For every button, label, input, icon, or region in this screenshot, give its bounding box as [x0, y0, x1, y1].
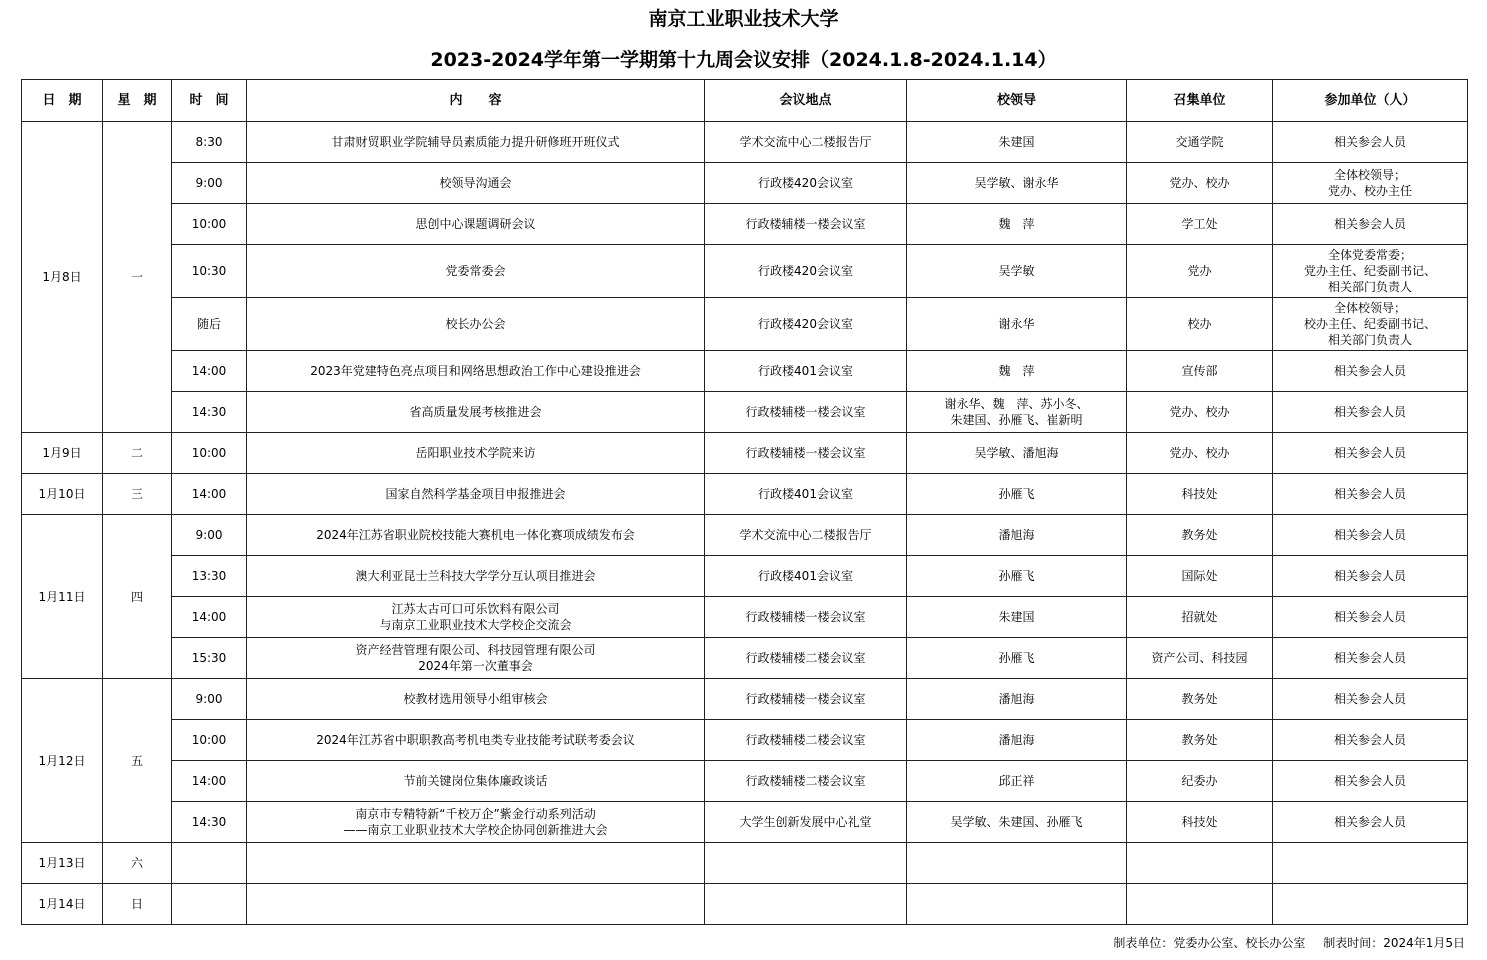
- header-participants: 参加单位（人）: [1273, 80, 1468, 122]
- leader-cell: 朱建国: [907, 597, 1127, 638]
- time-cell: 10:00: [172, 204, 247, 245]
- time-cell: 14:30: [172, 392, 247, 433]
- weekday-cell: 二: [103, 433, 172, 474]
- convener-cell: 招就处: [1127, 597, 1273, 638]
- participants-cell: [1273, 843, 1468, 884]
- date-cell: 1月13日: [22, 843, 103, 884]
- weekday-cell: 四: [103, 515, 172, 679]
- participants-cell: 相关参会人员: [1273, 474, 1468, 515]
- weekday-cell: 日: [103, 884, 172, 925]
- venue-cell: 行政楼辅楼二楼会议室: [705, 638, 907, 679]
- date-cell: 1月9日: [22, 433, 103, 474]
- table-row: [22, 298, 1468, 351]
- content-cell: 国家自然科学基金项目申报推进会: [247, 474, 705, 515]
- leader-cell: 魏 萍: [907, 204, 1127, 245]
- venue-cell: 行政楼420会议室: [705, 163, 907, 204]
- leader-cell: 吴学敏、谢永华: [907, 163, 1127, 204]
- leader-cell: [907, 884, 1127, 925]
- time-cell: 9:00: [172, 163, 247, 204]
- header-row: [22, 80, 1468, 122]
- venue-cell: 行政楼辅楼二楼会议室: [705, 720, 907, 761]
- convener-cell: 科技处: [1127, 474, 1273, 515]
- participants-cell: 相关参会人员: [1273, 761, 1468, 802]
- convener-cell: 教务处: [1127, 515, 1273, 556]
- leader-cell: 吴学敏、朱建国、孙雁飞: [907, 802, 1127, 843]
- venue-cell: 行政楼辅楼一楼会议室: [705, 433, 907, 474]
- leader-cell: 谢永华: [907, 298, 1127, 351]
- time-cell: 9:00: [172, 679, 247, 720]
- venue-cell: 行政楼401会议室: [705, 351, 907, 392]
- table-row: [22, 843, 1468, 884]
- convener-cell: 宣传部: [1127, 351, 1273, 392]
- weekday-cell: 三: [103, 474, 172, 515]
- weekday-cell: 五: [103, 679, 172, 843]
- table-row: [22, 515, 1468, 556]
- convener-cell: 党办、校办: [1127, 392, 1273, 433]
- schedule-body: [22, 122, 1468, 925]
- date-cell: 1月11日: [22, 515, 103, 679]
- leader-cell: 吴学敏、潘旭海: [907, 433, 1127, 474]
- convener-cell: 国际处: [1127, 556, 1273, 597]
- footer-maker: 制表单位：党委办公室、校长办公室: [1113, 936, 1306, 950]
- content-cell: [247, 843, 705, 884]
- participants-cell: 相关参会人员: [1273, 204, 1468, 245]
- venue-cell: 行政楼420会议室: [705, 298, 907, 351]
- table-row: [22, 720, 1468, 761]
- table-row: [22, 638, 1468, 679]
- time-cell: [172, 884, 247, 925]
- content-cell: 岳阳职业技术学院来访: [247, 433, 705, 474]
- date-cell: 1月12日: [22, 679, 103, 843]
- table-row: [22, 122, 1468, 163]
- leader-cell: 谢永华、魏 萍、苏小冬、 朱建国、孙雁飞、崔新明: [907, 392, 1127, 433]
- table-row: [22, 204, 1468, 245]
- participants-cell: 相关参会人员: [1273, 679, 1468, 720]
- table-row: [22, 556, 1468, 597]
- leader-cell: 孙雁飞: [907, 556, 1127, 597]
- content-cell: 江苏太古可口可乐饮料有限公司 与南京工业职业技术大学校企交流会: [247, 597, 705, 638]
- table-row: [22, 433, 1468, 474]
- content-cell: 资产经营管理有限公司、科技园管理有限公司 2024年第一次董事会: [247, 638, 705, 679]
- table-row: [22, 761, 1468, 802]
- time-cell: 14:00: [172, 597, 247, 638]
- footer: [1099, 935, 1465, 951]
- table-row: [22, 884, 1468, 925]
- content-cell: [247, 884, 705, 925]
- leader-cell: 朱建国: [907, 122, 1127, 163]
- leader-cell: [907, 843, 1127, 884]
- header-content: 内 容: [247, 80, 705, 122]
- convener-cell: [1127, 843, 1273, 884]
- leader-cell: 潘旭海: [907, 515, 1127, 556]
- time-cell: 14:00: [172, 351, 247, 392]
- date-cell: 1月14日: [22, 884, 103, 925]
- participants-cell: 相关参会人员: [1273, 597, 1468, 638]
- time-cell: 9:00: [172, 515, 247, 556]
- participants-cell: 相关参会人员: [1273, 351, 1468, 392]
- convener-cell: 党办、校办: [1127, 163, 1273, 204]
- content-cell: 节前关键岗位集体廉政谈话: [247, 761, 705, 802]
- header-venue: 会议地点: [705, 80, 907, 122]
- participants-cell: 相关参会人员: [1273, 122, 1468, 163]
- time-cell: 13:30: [172, 556, 247, 597]
- time-cell: 10:00: [172, 433, 247, 474]
- venue-cell: 行政楼辅楼一楼会议室: [705, 392, 907, 433]
- header-date: 日 期: [22, 80, 103, 122]
- convener-cell: 学工处: [1127, 204, 1273, 245]
- date-cell: 1月8日: [22, 122, 103, 433]
- leader-cell: 潘旭海: [907, 720, 1127, 761]
- venue-cell: 行政楼401会议室: [705, 474, 907, 515]
- venue-cell: 学术交流中心二楼报告厅: [705, 122, 907, 163]
- time-cell: 14:00: [172, 761, 247, 802]
- venue-cell: 行政楼420会议室: [705, 245, 907, 298]
- table-row: [22, 597, 1468, 638]
- leader-cell: 魏 萍: [907, 351, 1127, 392]
- venue-cell: [705, 843, 907, 884]
- content-cell: 2024年江苏省中职职教高考机电类专业技能考试联考委会议: [247, 720, 705, 761]
- convener-cell: 党办、校办: [1127, 433, 1273, 474]
- content-cell: 甘肃财贸职业学院辅导员素质能力提升研修班开班仪式: [247, 122, 705, 163]
- venue-cell: [705, 884, 907, 925]
- footer-date: 制表时间：2024年1月5日: [1323, 936, 1465, 950]
- time-cell: 15:30: [172, 638, 247, 679]
- content-cell: 校领导沟通会: [247, 163, 705, 204]
- leader-cell: 潘旭海: [907, 679, 1127, 720]
- content-cell: 2024年江苏省职业院校技能大赛机电一体化赛项成绩发布会: [247, 515, 705, 556]
- time-cell: 10:30: [172, 245, 247, 298]
- venue-cell: 行政楼辅楼一楼会议室: [705, 679, 907, 720]
- date-cell: 1月10日: [22, 474, 103, 515]
- leader-cell: 吴学敏: [907, 245, 1127, 298]
- table-row: [22, 392, 1468, 433]
- table-row: [22, 351, 1468, 392]
- content-cell: 南京市专精特新“千校万企”紫金行动系列活动 ——南京工业职业技术大学校企协同创新推进大会: [247, 802, 705, 843]
- schedule-table: [21, 79, 1468, 925]
- table-row: [22, 245, 1468, 298]
- content-cell: 澳大利亚昆士兰科技大学学分互认项目推进会: [247, 556, 705, 597]
- content-cell: 思创中心课题调研会议: [247, 204, 705, 245]
- convener-cell: 交通学院: [1127, 122, 1273, 163]
- time-cell: 随后: [172, 298, 247, 351]
- convener-cell: 党办: [1127, 245, 1273, 298]
- time-cell: 10:00: [172, 720, 247, 761]
- table-row: [22, 802, 1468, 843]
- participants-cell: 相关参会人员: [1273, 515, 1468, 556]
- participants-cell: 相关参会人员: [1273, 638, 1468, 679]
- participants-cell: 相关参会人员: [1273, 720, 1468, 761]
- convener-cell: 科技处: [1127, 802, 1273, 843]
- convener-cell: 资产公司、科技园: [1127, 638, 1273, 679]
- participants-cell: [1273, 884, 1468, 925]
- leader-cell: 邱正祥: [907, 761, 1127, 802]
- leader-cell: 孙雁飞: [907, 638, 1127, 679]
- venue-cell: 行政楼辅楼二楼会议室: [705, 761, 907, 802]
- venue-cell: 行政楼辅楼一楼会议室: [705, 204, 907, 245]
- participants-cell: 全体校领导； 校办主任、纪委副书记、 相关部门负责人: [1273, 298, 1468, 351]
- header-time: 时 间: [172, 80, 247, 122]
- convener-cell: [1127, 884, 1273, 925]
- time-cell: 14:00: [172, 474, 247, 515]
- convener-cell: 纪委办: [1127, 761, 1273, 802]
- table-row: [22, 474, 1468, 515]
- time-cell: [172, 843, 247, 884]
- convener-cell: 教务处: [1127, 679, 1273, 720]
- convener-cell: 教务处: [1127, 720, 1273, 761]
- content-cell: 校教材选用领导小组审核会: [247, 679, 705, 720]
- content-cell: 省高质量发展考核推进会: [247, 392, 705, 433]
- participants-cell: 相关参会人员: [1273, 802, 1468, 843]
- convener-cell: 校办: [1127, 298, 1273, 351]
- participants-cell: 全体校领导； 党办、校办主任: [1273, 163, 1468, 204]
- participants-cell: 相关参会人员: [1273, 556, 1468, 597]
- header-weekday: 星 期: [103, 80, 172, 122]
- participants-cell: 全体党委常委； 党办主任、纪委副书记、 相关部门负责人: [1273, 245, 1468, 298]
- leader-cell: 孙雁飞: [907, 474, 1127, 515]
- content-cell: 2023年党建特色亮点项目和网络思想政治工作中心建设推进会: [247, 351, 705, 392]
- table-row: [22, 163, 1468, 204]
- venue-cell: 行政楼401会议室: [705, 556, 907, 597]
- venue-cell: 大学生创新发展中心礼堂: [705, 802, 907, 843]
- venue-cell: 学术交流中心二楼报告厅: [705, 515, 907, 556]
- table-row: [22, 679, 1468, 720]
- weekday-cell: 一: [103, 122, 172, 433]
- time-cell: 14:30: [172, 802, 247, 843]
- participants-cell: 相关参会人员: [1273, 433, 1468, 474]
- weekday-cell: 六: [103, 843, 172, 884]
- page-subtitle: 2023-2024学年第一学期第十九周会议安排（2024.1.8-2024.1.14）: [430, 49, 1057, 71]
- header-leader: 校领导: [907, 80, 1127, 122]
- header-convener: 召集单位: [1127, 80, 1273, 122]
- venue-cell: 行政楼辅楼一楼会议室: [705, 597, 907, 638]
- content-cell: 校长办公会: [247, 298, 705, 351]
- page-title: 南京工业职业技术大学: [648, 8, 839, 30]
- participants-cell: 相关参会人员: [1273, 392, 1468, 433]
- content-cell: 党委常委会: [247, 245, 705, 298]
- time-cell: 8:30: [172, 122, 247, 163]
